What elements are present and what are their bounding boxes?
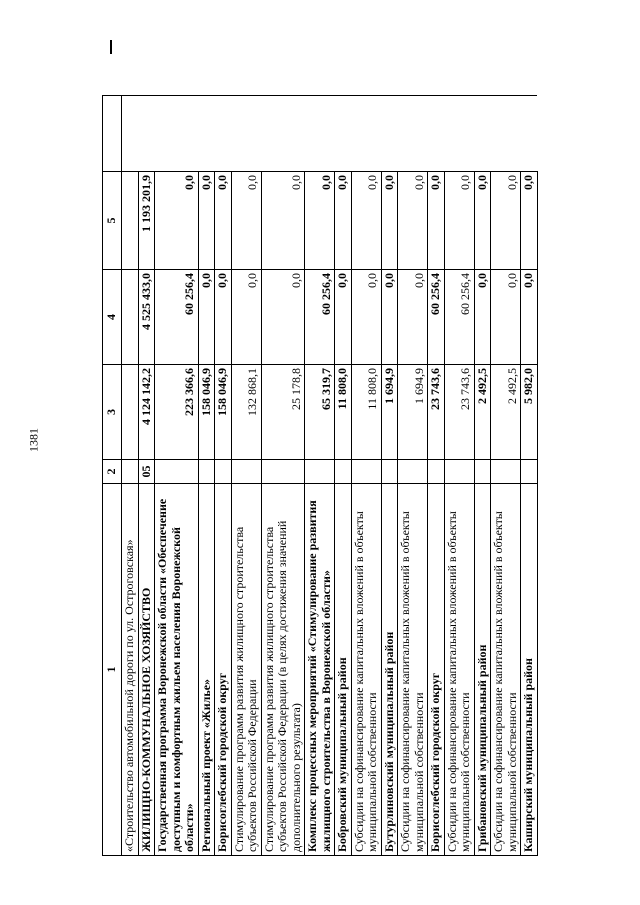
row-value-col5: 0,0: [381, 172, 398, 270]
table-body: [122, 96, 538, 856]
header-col-3: 3: [103, 365, 122, 460]
row-value-col3: 25 178,8: [261, 365, 305, 460]
row-name-cell: Стимулирование программ развития жилищного строительства субъектов Российской Федерации (в целях достижения значений дополнительного результата): [261, 484, 305, 856]
table-row: [381, 96, 398, 856]
row-value-col4: 0,0: [215, 270, 232, 365]
row-spacer-cell: [351, 96, 381, 172]
row-value-col5: 0,0: [351, 172, 381, 270]
row-code-cell: [215, 460, 232, 484]
row-spacer-cell: [474, 96, 491, 172]
row-name-cell: Региональный проект «Жилье»: [198, 484, 215, 856]
row-spacer-cell: [155, 96, 199, 172]
row-value-col5: 0,0: [305, 172, 335, 270]
row-code-cell: [351, 460, 381, 484]
row-value-col5: 0,0: [231, 172, 261, 270]
table-row: [138, 96, 155, 856]
row-value-col3: 1 694,9: [398, 365, 428, 460]
row-value-col4: 0,0: [491, 270, 521, 365]
table-header-row: [103, 96, 122, 856]
row-value-col3: 1 694,9: [381, 365, 398, 460]
row-value-col4: 0,0: [474, 270, 491, 365]
table-row: [261, 96, 305, 856]
row-code-cell: [231, 460, 261, 484]
row-value-col3: 23 743,6: [428, 365, 445, 460]
row-value-col5: [122, 172, 139, 270]
row-value-col5: 0,0: [155, 172, 199, 270]
row-code-cell: [491, 460, 521, 484]
row-name-cell: Борисоглебский городской округ: [215, 484, 232, 856]
row-value-col5: 0,0: [198, 172, 215, 270]
row-value-col3: [122, 365, 139, 460]
table-row: [398, 96, 428, 856]
row-value-col5: 0,0: [491, 172, 521, 270]
row-value-col4: 0,0: [398, 270, 428, 365]
row-value-col4: 0,0: [351, 270, 381, 365]
row-code-cell: [261, 460, 305, 484]
row-value-col5: 0,0: [474, 172, 491, 270]
row-value-col5: 0,0: [335, 172, 352, 270]
row-value-col3: 2 492,5: [474, 365, 491, 460]
table-row: [198, 96, 215, 856]
row-value-col5: 0,0: [398, 172, 428, 270]
row-value-col5: 1 193 201,9: [138, 172, 155, 270]
page-number: 1381: [26, 428, 41, 452]
row-value-col3: 11 808,0: [351, 365, 381, 460]
row-value-col4: 0,0: [335, 270, 352, 365]
header-col-4: 4: [103, 270, 122, 365]
table-row: [351, 96, 381, 856]
row-value-col5: 0,0: [261, 172, 305, 270]
table-row: [491, 96, 521, 856]
table-row: [474, 96, 491, 856]
row-name-cell: Субсидии на софинансирование капитальных вложений в объекты муниципальной собственности: [398, 484, 428, 856]
row-name-cell: Субсидии на софинансирование капитальных вложений в объекты муниципальной собственности: [351, 484, 381, 856]
row-name-cell: Грибановский муниципальный район: [474, 484, 491, 856]
row-spacer-cell: [444, 96, 474, 172]
row-spacer-cell: [122, 96, 139, 172]
row-code-cell: [198, 460, 215, 484]
row-spacer-cell: [261, 96, 305, 172]
row-code-cell: [381, 460, 398, 484]
row-value-col3: 2 492,5: [491, 365, 521, 460]
row-spacer-cell: [428, 96, 445, 172]
header-col-1: 1: [103, 484, 122, 856]
row-value-col3: 23 743,6: [444, 365, 474, 460]
row-code-cell: [122, 460, 139, 484]
row-code-cell: [428, 460, 445, 484]
row-value-col4: 0,0: [261, 270, 305, 365]
row-value-col3: 158 046,9: [198, 365, 215, 460]
row-spacer-cell: [491, 96, 521, 172]
row-code-cell: [305, 460, 335, 484]
row-name-cell: Стимулирование программ развития жилищного строительства субъектов Российской Федерации: [231, 484, 261, 856]
row-name-cell: ЖИЛИЩНО-КОММУНАЛЬНОЕ ХОЗЯЙСТВО: [138, 484, 155, 856]
row-code-cell: [521, 460, 538, 484]
table-row: [215, 96, 232, 856]
row-code-cell: 05: [138, 460, 155, 484]
row-name-cell: Комплекс процессных мероприятий «Стимулирование развития жилищного строительства в Воронежской области»: [305, 484, 335, 856]
row-value-col3: 132 868,1: [231, 365, 261, 460]
row-value-col3: 158 046,9: [215, 365, 232, 460]
table-row: [428, 96, 445, 856]
table-row: [155, 96, 199, 856]
row-value-col5: 0,0: [521, 172, 538, 270]
table-row: [305, 96, 335, 856]
row-value-col4: 0,0: [198, 270, 215, 365]
top-rule-mark: [110, 40, 112, 54]
row-spacer-cell: [305, 96, 335, 172]
row-value-col5: 0,0: [444, 172, 474, 270]
table-row: [335, 96, 352, 856]
row-name-cell: «Строительство автомобильной дороги по ул. Остроговская»: [122, 484, 139, 856]
row-value-col5: 0,0: [428, 172, 445, 270]
row-spacer-cell: [521, 96, 538, 172]
row-value-col4: 60 256,4: [155, 270, 199, 365]
row-name-cell: Каширский муниципальный район: [521, 484, 538, 856]
header-col-2: 2: [103, 460, 122, 484]
table-row: [444, 96, 474, 856]
row-spacer-cell: [198, 96, 215, 172]
row-value-col3: 4 124 142,2: [138, 365, 155, 460]
row-name-cell: Бутурлиновский муниципальный район: [381, 484, 398, 856]
row-name-cell: Субсидии на софинансирование капитальных вложений в объекты муниципальной собственности: [444, 484, 474, 856]
row-value-col5: 0,0: [215, 172, 232, 270]
row-value-col3: 11 808,0: [335, 365, 352, 460]
row-value-col4: 4 525 433,0: [138, 270, 155, 365]
row-value-col3: 65 319,7: [305, 365, 335, 460]
row-name-cell: Субсидии на софинансирование капитальных вложений в объекты муниципальной собственности: [491, 484, 521, 856]
row-spacer-cell: [398, 96, 428, 172]
row-spacer-cell: [381, 96, 398, 172]
row-value-col4: 0,0: [521, 270, 538, 365]
row-code-cell: [398, 460, 428, 484]
row-code-cell: [155, 460, 199, 484]
row-code-cell: [474, 460, 491, 484]
table-row: [521, 96, 538, 856]
header-col-5: 5: [103, 172, 122, 270]
row-spacer-cell: [231, 96, 261, 172]
row-value-col3: 5 982,0: [521, 365, 538, 460]
row-value-col4: 60 256,4: [444, 270, 474, 365]
row-value-col4: 0,0: [381, 270, 398, 365]
row-value-col3: 223 366,6: [155, 365, 199, 460]
row-code-cell: [444, 460, 474, 484]
rotated-page-content: [102, 96, 535, 856]
row-value-col4: 60 256,4: [428, 270, 445, 365]
row-spacer-cell: [138, 96, 155, 172]
row-code-cell: [335, 460, 352, 484]
row-value-col4: [122, 270, 139, 365]
row-name-cell: Бобровский муниципальный район: [335, 484, 352, 856]
row-name-cell: Государственная программа Воронежской области «Обеспечение доступным и комфортным жильем населения Воронежской области»: [155, 484, 199, 856]
row-name-cell: Борисоглебский городской округ: [428, 484, 445, 856]
row-value-col4: 60 256,4: [305, 270, 335, 365]
row-spacer-cell: [335, 96, 352, 172]
row-spacer-cell: [215, 96, 232, 172]
header-spacer: [103, 96, 122, 172]
row-value-col4: 0,0: [231, 270, 261, 365]
table-row: [122, 96, 139, 856]
table-row: [231, 96, 261, 856]
budget-table: [102, 95, 538, 856]
